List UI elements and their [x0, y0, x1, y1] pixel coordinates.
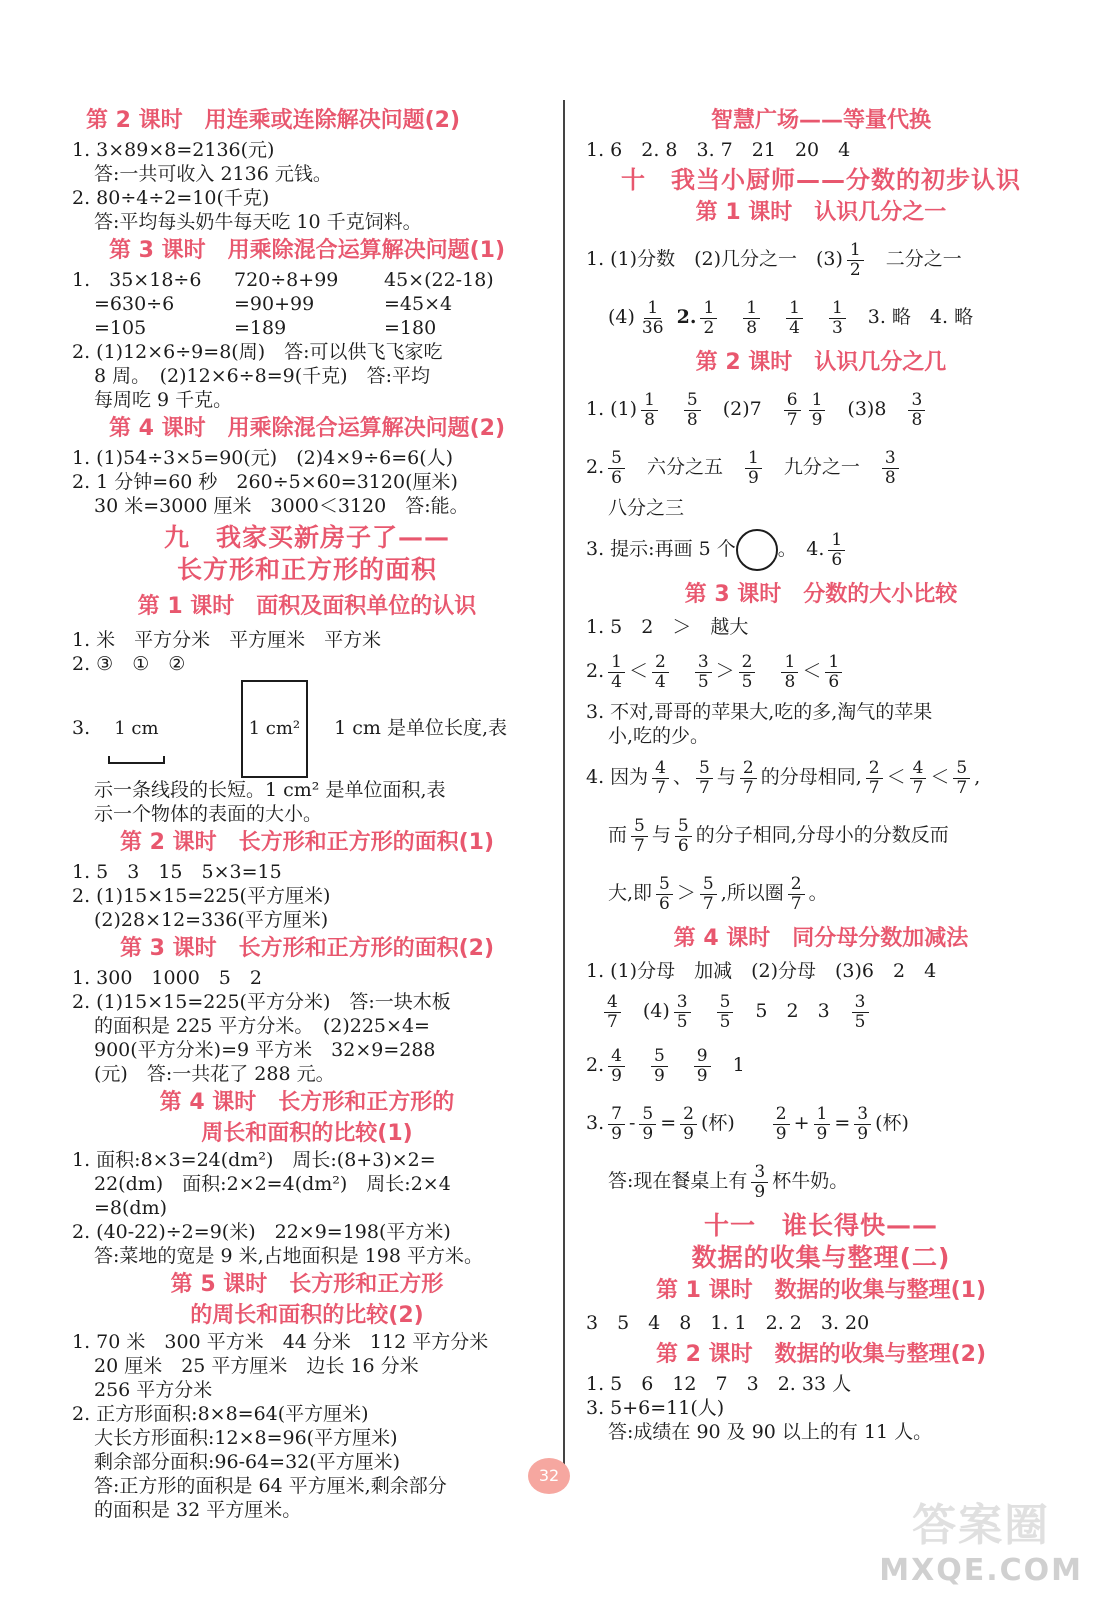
fraction: $\frac{3}{5}$: [852, 993, 869, 1032]
answer-line: 4. 因为 $\frac{4}{7}$ 、 $\frac{5}{7}$ 与 $\frac{2}{7}$ 的分母相同, $\frac{2}{7}$ ＜ $\frac{4}{7}$ ＜ $\frac{5}{7}$ ,: [586, 757, 981, 798]
watermark-logo: [879, 1489, 1083, 1588]
section-title: 第 2 课时 数据的收集与整理(2): [655, 1342, 987, 1367]
unit-title: 十 我当小厨师——分数的初步认识: [621, 166, 1021, 194]
answer-line: 示一个物体的表面的大小。: [94, 803, 323, 825]
answer-line: 2. 80÷4÷2=10(千克): [72, 187, 270, 209]
question-number: 2.: [586, 1054, 605, 1076]
answer-text: 3. 略 4. 略: [867, 306, 974, 328]
answer-line: 3. $\frac{7}{9}$ - $\frac{5}{9}$ = $\frac{2}{9}$ (杯) $\frac{2}{9}$ + $\frac{1}{9}$ = $\frac{3}{9}$ (杯): [586, 1103, 909, 1144]
fraction: $\frac{5}{6}$: [675, 817, 692, 856]
question-number: 2.: [586, 456, 605, 478]
answer-text: 。 4.: [777, 538, 825, 560]
answer-line: 22(dm) 面积:2×2=4(dm²) 周长:2×4: [94, 1173, 451, 1195]
answer-line: 大长方形面积:12×8=96(平方厘米): [94, 1427, 398, 1449]
fraction: $\frac{1}{3}$: [829, 299, 846, 338]
answer-text: 3. 提示:再画 5 个: [586, 538, 736, 560]
fraction: $\frac{5}{6}$: [656, 875, 673, 914]
answer-line: (2)28×12=336(平方厘米): [94, 909, 329, 931]
fraction: $\frac{9}{9}$: [694, 1047, 711, 1086]
section-title: 第 4 课时 用乘除混合运算解决问题(2): [108, 416, 506, 441]
fraction: $\frac{1}{6}$: [828, 531, 845, 570]
calc-cell: =189: [234, 317, 287, 339]
answer-line: 1. 6 2. 8 3. 7 21 20 4: [586, 139, 851, 161]
answer-text: 杯牛奶。: [772, 1170, 849, 1192]
answer-text: ,所以圈: [720, 882, 784, 904]
page-number: 32: [528, 1458, 570, 1494]
answer-text: 大,即: [608, 882, 653, 904]
fraction: $\frac{4}{7}$: [910, 759, 927, 798]
answer-text: (杯): [875, 1112, 909, 1134]
calc-cell: =630÷6: [94, 293, 175, 315]
fraction: $\frac{3}{8}$: [908, 391, 925, 430]
fraction: $\frac{4}{7}$: [652, 759, 669, 798]
fraction: $\frac{3}{5}$: [695, 653, 712, 692]
answer-text: 1: [732, 1054, 745, 1076]
section-title: 第 5 课时 长方形和正方形: [170, 1272, 444, 1297]
fraction: $\frac{6}{7}$: [784, 391, 801, 430]
calc-cell: =90+99: [234, 293, 315, 315]
answer-text: (杯): [700, 1112, 735, 1134]
fraction: $\frac{5}{6}$: [608, 449, 625, 488]
answer-line: 2. 1 分钟=60 秒 260÷5×60=3120(厘米): [72, 471, 458, 493]
fraction: $\frac{4}{7}$: [604, 993, 621, 1032]
fraction: $\frac{1}{9}$: [745, 449, 762, 488]
answer-line: 256 平方分米: [94, 1379, 213, 1401]
answer-line: 30 米=3000 厘米 3000＜3120 答:能。: [94, 495, 469, 517]
unit-title: 九 我家买新房子了——: [163, 523, 450, 552]
calc-cell: 1. 35×18÷6: [72, 269, 202, 291]
unit-title: 长方形和正方形的面积: [176, 555, 437, 584]
fraction: $\frac{1}{2}$: [700, 299, 717, 338]
section-title: 第 3 课时 分数的大小比较: [684, 582, 958, 607]
answer-line: =8(dm): [94, 1197, 168, 1219]
answer-text: (4): [608, 306, 635, 328]
answer-text: 的分母相同,: [760, 766, 862, 788]
answer-line: 2. (1)15×15=225(平方厘米): [72, 885, 331, 907]
answer-line: 2. (1)15×15=225(平方分米) 答:一块木板: [72, 991, 451, 1013]
answer-text: (2)7: [722, 398, 762, 420]
section-title: 第 4 课时 长方形和正方形的: [159, 1090, 455, 1115]
answer-line: [586, 1152, 1056, 1210]
answer-line: [586, 986, 1056, 1036]
answer-text: 与: [716, 766, 736, 788]
fraction: $\frac{2}{7}$: [740, 759, 757, 798]
calc-cell: =105: [94, 317, 147, 339]
fraction: $\frac{1}{6}$: [825, 653, 842, 692]
answer-line: [586, 230, 1056, 288]
fraction: $\frac{1}{4}$: [786, 299, 803, 338]
fraction: $\frac{3}{9}$: [751, 1163, 768, 1202]
answer-line: 答:平均每头奶牛每天吃 10 千克饲料。: [94, 211, 422, 233]
segment-1cm: 1 cm: [108, 696, 164, 764]
answer-text: 。: [808, 882, 828, 904]
answer-line: [586, 520, 1056, 578]
question-number: 2.: [676, 306, 697, 328]
answer-line: 8 周。 (2)12×6÷8=9(千克) 答:平均: [94, 365, 430, 387]
fraction: $\frac{2}{4}$: [652, 653, 669, 692]
fraction: $\frac{7}{9}$: [608, 1105, 625, 1144]
answer-line: 3 5 4 8 1. 1 2. 2 3. 20: [586, 1312, 870, 1334]
section-title: 第 2 课时 长方形和正方形的面积(1): [119, 830, 495, 855]
right-column: [586, 104, 1056, 1444]
section-title: 周长和面积的比较(1): [201, 1121, 413, 1146]
fraction: $\frac{3}{8}$: [882, 449, 899, 488]
answer-line: 1. 米 平方分米 平方厘米 平方米: [72, 629, 382, 651]
circle-shape: [736, 529, 778, 571]
calc-cell: =45×4: [384, 293, 453, 315]
answer-line: [586, 1036, 1056, 1094]
answer-line: [72, 680, 542, 778]
answer-line: 2. ③ ① ②: [72, 653, 186, 675]
answer-text: 、: [673, 766, 693, 788]
question-number: 2.: [586, 660, 605, 682]
calc-cell: =180: [384, 317, 437, 339]
answer-line: 2. $\frac{1}{4}$ ＜ $\frac{2}{4}$ $\frac{3}{5}$ ＞ $\frac{2}{5}$ $\frac{1}{8}$ ＜ $\frac{1}{6}$: [586, 642, 1056, 700]
fraction: $\frac{3}{5}$: [674, 993, 691, 1032]
answer-text: 答:现在餐桌上有: [608, 1170, 748, 1192]
answer-line: 1. 70 米 300 平方米 44 分米 112 平方分米: [72, 1331, 489, 1353]
fraction: $\frac{5}{9}$: [651, 1047, 668, 1086]
answer-line: [586, 380, 1056, 438]
fraction: $\frac{5}{9}$: [639, 1105, 656, 1144]
answer-line: 小,吃的少。: [608, 725, 710, 747]
answer-text: 与: [651, 824, 671, 846]
answer-line: 答:一共可收入 2136 元钱。: [94, 163, 332, 185]
answer-text: (3)8: [847, 398, 887, 420]
answer-text: (4): [642, 1000, 670, 1022]
section-title: 第 4 课时 同分母分数加减法: [673, 926, 969, 951]
answer-line: 2. (40-22)÷2=9(米) 22×9=198(平方米): [72, 1221, 451, 1243]
answer-text: 1 cm 是单位长度,表: [334, 717, 508, 739]
answer-text: 而: [608, 824, 628, 846]
answer-line: 答:菜地的宽是 9 米,占地面积是 198 平方米。: [94, 1245, 483, 1267]
fraction: $\frac{2}{9}$: [773, 1105, 790, 1144]
fraction: $\frac{1}{8}$: [641, 391, 658, 430]
answer-line: 剩余部分面积:96-64=32(平方厘米): [94, 1451, 401, 1473]
fraction: $\frac{3}{9}$: [854, 1105, 871, 1144]
fraction: $\frac{1}{36}$: [641, 297, 664, 338]
fraction: $\frac{5}{7}$: [953, 759, 970, 798]
answer-text: 1. (1): [586, 398, 638, 420]
section-title: 第 3 课时 长方形和正方形的面积(2): [119, 936, 495, 961]
answer-line: [586, 288, 1056, 346]
answer-line: 900(平方分米)=9 平方米 32×9=288: [94, 1039, 436, 1061]
fraction: $\frac{2}{7}$: [788, 875, 805, 914]
left-column: [72, 104, 542, 1522]
answer-line: 3. 5+6=11(人): [586, 1397, 725, 1419]
watermark-url: MXQE.COM: [879, 1553, 1083, 1588]
fraction: $\frac{5}{5}$: [717, 993, 734, 1032]
square-1cm2: 1 cm²: [241, 680, 309, 778]
answer-line: 1. (1)分母 加减 (2)分母 (3)6 2 4: [586, 960, 937, 982]
section-title: 第 1 课时 面积及面积单位的认识: [137, 594, 477, 619]
answer-line: 答:成绩在 90 及 90 以上的有 11 人。: [608, 1421, 933, 1443]
fraction: $\frac{1}{9}$: [814, 1105, 831, 1144]
fraction: $\frac{5}{7}$: [700, 875, 717, 914]
fraction: $\frac{2}{9}$: [680, 1105, 697, 1144]
answer-text: 二分之一: [885, 248, 962, 270]
fraction: $\frac{1}{8}$: [743, 299, 760, 338]
fraction: $\frac{1}{2}$: [847, 241, 864, 280]
answer-text: 5 2 3: [755, 1000, 830, 1022]
calc-cell: 45×(22-18): [384, 269, 494, 291]
answer-line: 20 厘米 25 平方厘米 边长 16 分米: [94, 1355, 419, 1377]
answer-line: [586, 806, 1056, 864]
section-title: 智慧广场——等量代换: [710, 108, 931, 133]
answer-line: 3. 不对,哥哥的苹果大,吃的多,淘气的苹果: [586, 701, 933, 723]
section-title: 第 2 课时 用连乘或连除解决问题(2): [86, 108, 461, 133]
answer-line: 2. 正方形面积:8×8=64(平方厘米): [72, 1403, 369, 1425]
calc-grid: [72, 268, 542, 340]
question-number: 3.: [72, 717, 91, 739]
fraction: $\frac{1}{8}$: [781, 653, 798, 692]
answer-line: 每周吃 9 千克。: [94, 389, 233, 411]
question-number: 3.: [586, 1112, 605, 1134]
answer-line: 1. 3×89×8=2136(元): [72, 139, 275, 161]
answer-line: 示一条线段的长短。1 cm² 是单位面积,表: [94, 779, 446, 801]
answer-line: 大,即 $\frac{5}{6}$ ＞ $\frac{5}{7}$ ,所以圈 $\frac{2}{7}$ 。: [608, 873, 828, 914]
section-title: 的周长和面积的比较(2): [190, 1303, 424, 1328]
fraction: $\frac{5}{7}$: [696, 759, 713, 798]
calc-cell: 720÷8+99: [234, 269, 339, 291]
answer-line: 的面积是 225 平方分米。 (2)225×4=: [94, 1015, 430, 1037]
fraction: $\frac{4}{9}$: [608, 1047, 625, 1086]
answer-line: 八分之三: [608, 497, 685, 519]
answer-text: 九分之一: [783, 456, 860, 478]
answer-text: 4. 因为: [586, 766, 649, 788]
answer-line: 1. 5 2 ＞ 越大: [586, 616, 749, 638]
answer-line: (元) 答:一共花了 288 元。: [94, 1063, 335, 1085]
answer-line: [586, 438, 1056, 496]
fraction: $\frac{2}{5}$: [739, 653, 756, 692]
section-title: 第 2 课时 认识几分之几: [695, 350, 947, 375]
fraction: $\frac{2}{7}$: [866, 759, 883, 798]
unit-title: 数据的收集与整理(二): [691, 1243, 951, 1272]
answer-line: 的面积是 32 平方厘米。: [94, 1499, 302, 1521]
fraction: $\frac{1}{9}$: [809, 391, 826, 430]
fraction: $\frac{5}{8}$: [684, 391, 701, 430]
answer-line: 2. (1)12×6÷9=8(周) 答:可以供飞飞家吃: [72, 341, 443, 363]
answer-line: 1. 面积:8×3=24(dm²) 周长:(8+3)×2=: [72, 1149, 436, 1171]
unit-title: 十一 谁长得快——: [703, 1211, 938, 1240]
answer-line: 1. 300 1000 5 2: [72, 967, 262, 989]
answer-line: 1. 5 6 12 7 3 2. 33 人: [586, 1373, 852, 1395]
answer-line: 1. 5 3 15 5×3=15: [72, 861, 282, 883]
answer-text: 六分之五: [646, 456, 723, 478]
section-title: 第 1 课时 数据的收集与整理(1): [655, 1278, 987, 1303]
section-title: 第 3 课时 用乘除混合运算解决问题(1): [108, 238, 506, 263]
answer-line: 答:正方形的面积是 64 平方厘米,剩余部分: [94, 1475, 447, 1497]
answer-text: 1. (1)分数 (2)几分之一 (3): [586, 248, 843, 270]
watermark-text: 答案圈: [912, 1500, 1051, 1551]
answer-text: 的分子相同,分母小的分数反而: [695, 824, 949, 846]
section-title: 第 1 课时 认识几分之一: [695, 200, 947, 225]
answer-line: 1. (1)54÷3×5=90(元) (2)4×9÷6=6(人): [72, 447, 454, 469]
fraction: $\frac{5}{7}$: [631, 817, 648, 856]
column-divider: [563, 100, 565, 1465]
fraction: $\frac{1}{4}$: [608, 653, 625, 692]
